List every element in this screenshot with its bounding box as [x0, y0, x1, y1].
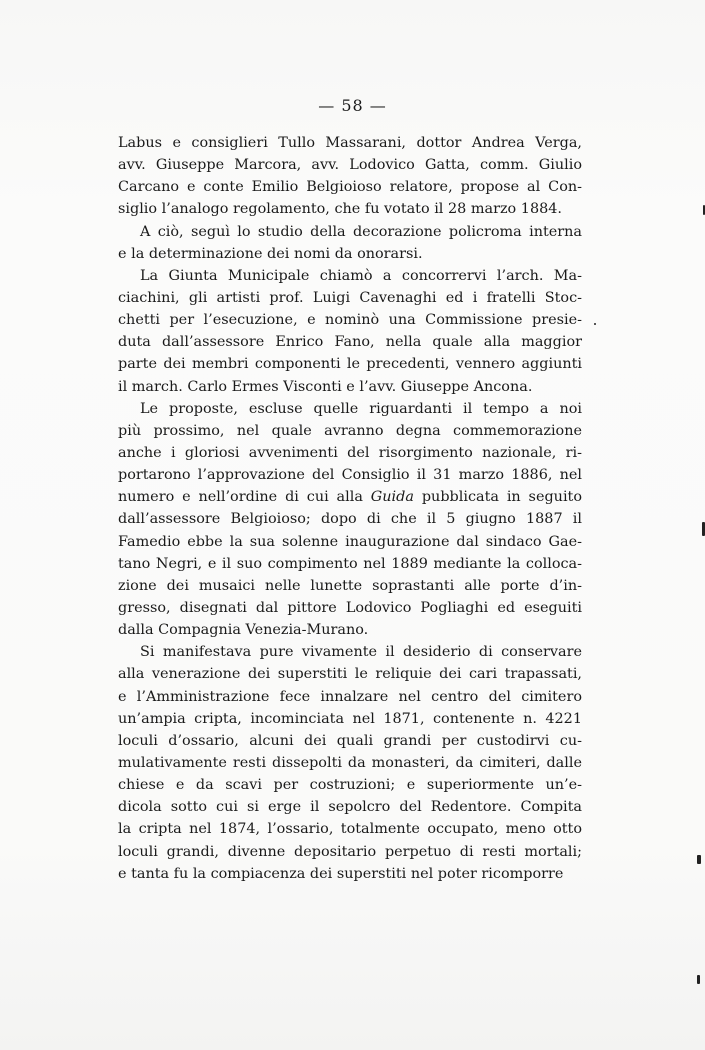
text-line: chetti per l’esecuzione, e nominò una Commissione presie-	[118, 312, 582, 329]
text-line: numero e nell’ordine di cui alla Guida pubblicata in seguito	[118, 489, 582, 506]
text-line: e tanta fu la compiacenza dei superstiti nel poter ricomporre	[118, 865, 564, 882]
text-line: chiese e da scavi per costruzioni; e superiormente un’e-	[118, 777, 582, 794]
text-line: il march. Carlo Ermes Visconti e l’avv. Giuseppe Ancona.	[118, 378, 533, 395]
text-line: loculi grandi, divenne depositario perpetuo di resti mortali;	[118, 843, 582, 860]
text-line: duta dall’assessore Enrico Fano, nella quale alla maggior	[118, 334, 582, 351]
text-line: ciachini, gli artisti prof. Luigi Cavenaghi ed i fratelli Stoc-	[118, 289, 582, 306]
text-line: dall’assessore Belgioioso; dopo di che il 5 giugno 1887 il	[118, 511, 582, 528]
text-line: La Giunta Municipale chiamò a concorrervi l’arch. Ma-	[140, 267, 582, 284]
paragraph	[118, 265, 582, 398]
text-line: Si manifestava pure vivamente il desiderio di conservare	[140, 644, 582, 661]
text-line: anche i gloriosi avvenimenti del risorgimento nazionale, ri-	[118, 444, 582, 461]
text-line: portarono l’approvazione del Consiglio il 31 marzo 1886, nel	[118, 467, 582, 484]
text-line: e la determinazione dei nomi da onorarsi.	[118, 245, 423, 262]
text-line: e l’Amministrazione fece innalzare nel centro del cimitero	[118, 688, 582, 705]
text-line: Carcano e conte Emilio Belgioioso relatore, propose al Con-	[118, 179, 582, 196]
text-line: Le proposte, escluse quelle riguardanti il tempo a noi	[140, 400, 582, 417]
paragraph	[118, 641, 582, 885]
text-line: alla venerazione dei superstiti le reliquie dei cari trapassati,	[118, 666, 582, 683]
text-line: mulativamente resti dissepolti da monasteri, da cimiteri, dalle	[118, 754, 582, 771]
text-line: la cripta nel 1874, l’ossario, totalmente occupato, meno otto	[118, 821, 582, 838]
text-line: dicola sotto cui si erge il sepolcro del Redentore. Compita	[118, 799, 582, 816]
paragraph	[118, 398, 582, 642]
text-line: A ciò, seguì lo studio della decorazione policroma interna	[140, 223, 582, 240]
page-number: — 58 —	[318, 96, 387, 115]
scan-mark	[697, 975, 700, 984]
text-line: Famedio ebbe la sua solenne inaugurazione dal sindaco Gae-	[118, 533, 582, 550]
scan-mark	[594, 323, 596, 325]
paragraph	[118, 132, 582, 221]
text-line: più prossimo, nel quale avranno degna commemorazione	[118, 422, 582, 439]
text-line: zione dei musaici nelle lunette soprastanti alle porte d’in-	[118, 577, 582, 594]
text-line: dalla Compagnia Venezia-Murano.	[118, 622, 369, 639]
text-line: gresso, disegnati dal pittore Lodovico Pogliaghi ed eseguiti	[118, 599, 582, 616]
text-line: loculi d’ossario, alcuni dei quali grandi per custodirvi cu-	[118, 732, 582, 749]
text-line: un’ampia cripta, incominciata nel 1871, contenente n. 4221	[118, 710, 582, 727]
text-line: avv. Giuseppe Marcora, avv. Lodovico Gatta, comm. Giulio	[118, 157, 582, 174]
text-line: siglio l’analogo regolamento, che fu votato il 28 marzo 1884.	[118, 201, 562, 218]
text-line: Labus e consiglieri Tullo Massarani, dottor Andrea Verga,	[118, 135, 582, 151]
text-line: tano Negri, e il suo compimento nel 1889 mediante la colloca-	[118, 555, 582, 572]
scan-mark	[697, 855, 701, 864]
body-text	[118, 132, 582, 885]
text-line: parte dei membri componenti le precedenti, vennero aggiunti	[118, 356, 582, 373]
paragraph	[118, 221, 582, 265]
